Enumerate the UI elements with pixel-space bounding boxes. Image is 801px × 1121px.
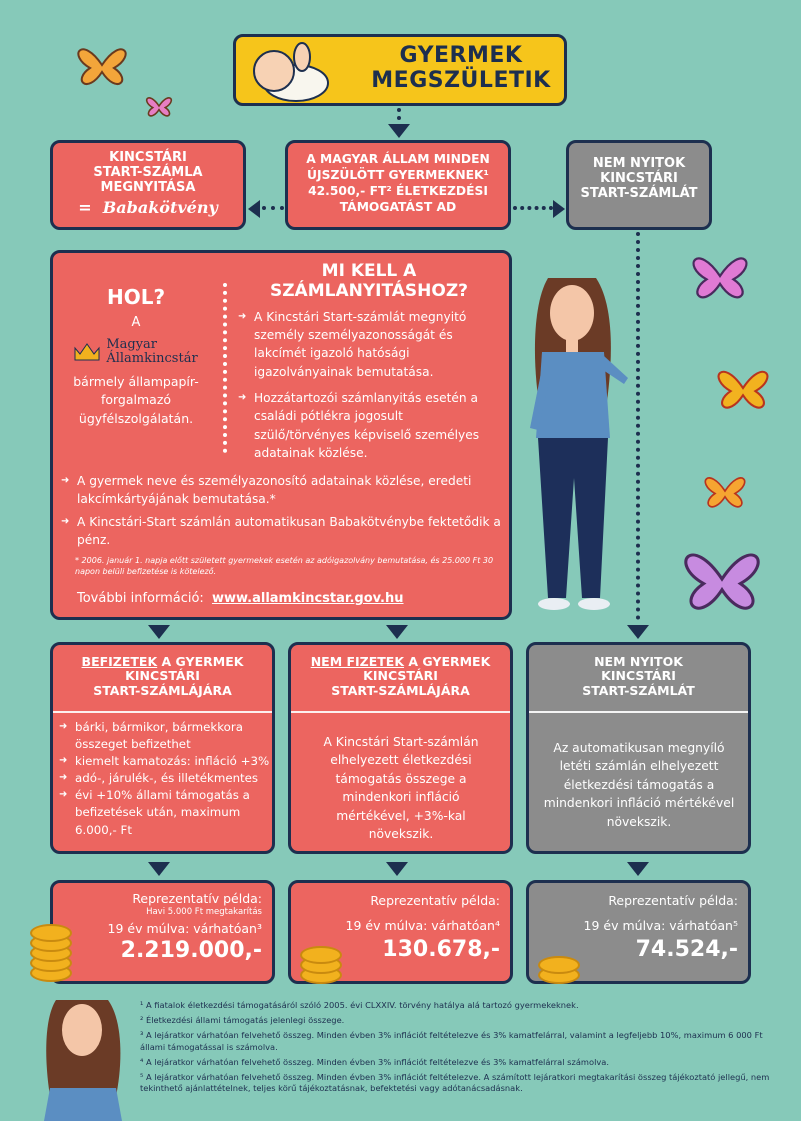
no-pay-head-rest: A GYERMEK	[408, 654, 491, 669]
where-a: A	[131, 315, 141, 330]
arrow-down-icon	[627, 625, 649, 639]
example-label: Reprezentatív példa:	[608, 893, 738, 908]
no-account-top-line-3: START-SZÁMLÁT	[580, 185, 698, 201]
arrow-down-icon	[388, 124, 410, 138]
example-years: 19 év múlva: várhatóan⁵	[583, 918, 738, 933]
pay-in-head-underlined: BEFIZETEK	[81, 654, 158, 669]
logo-line-2: Államkincstár	[106, 350, 198, 366]
butterfly-icon	[72, 40, 132, 90]
what-heading-line-1: MI KELL A	[321, 261, 417, 281]
footnote: ⁵ A lejáratkor várhatóan felvehető összeg. Minden évben 3% inflációt feltételezve. A számított lejáratkori megtakarítási összeg tájékoztató jellegű, nem tekinthető ajánlattételnek, teljes körű tájékoztatásnak, befektetési vagy adótanácsadásnak.	[140, 1071, 770, 1094]
title-box	[233, 34, 567, 106]
account-open-line-3: MEGNYITÁSA	[100, 179, 196, 195]
no-account-line-3: START-SZÁMLÁT	[582, 682, 695, 698]
no-pay-line-3: START-SZÁMLÁJÁRA	[331, 682, 470, 698]
brand-name: Babakötvény	[102, 197, 218, 217]
pay-in-item: ➜ évi +10% állami támogatás a befizetések után, maximum 6.000,- Ft	[59, 787, 271, 838]
butterfly-icon	[712, 352, 774, 424]
state-support-line-3: 42.500,- FT² ÉLETKEZDÉSI	[308, 183, 488, 198]
footnote: ⁴ A lejáratkor várhatóan felvehető összeg. Minden évben 3% inflációt feltételezve és 3% kamatfelárral számolva.	[140, 1056, 610, 1067]
arrow-right-icon	[553, 200, 565, 218]
no-account-top-line-2: KINCSTÁRI	[600, 170, 678, 186]
state-support-line-2: ÚJSZÜLÖTT GYERMEKNEK¹	[307, 167, 489, 182]
footnote: ¹ A fiatalok életkezdési támogatásáról szóló 2005. évi CLXXIV. törvény hatálya alá tartozó gyermekeknek.	[140, 1000, 579, 1010]
no-account-text: Az automatikusan megnyíló letéti számlán elhelyezett életkezdési támogatás a mindenkori infláció mértékével növekszik.	[543, 741, 735, 829]
pay-in-head-rest: A GYERMEK	[161, 654, 244, 669]
asterisk-note: * 2006. január 1. napja előtt született gyermekek esetén az adóigazolvány bemutatása, és 25.000 Ft 30 napon belüli befizetése is kötelező.	[75, 556, 494, 577]
no-pay-head-underlined: NEM FIZETEK	[310, 654, 405, 669]
footnote: ² Életkezdési állami támogatás jelenlegi összege.	[140, 1015, 345, 1026]
example-value: 74.524,-	[635, 937, 738, 962]
logo-line-1: Magyar	[106, 337, 158, 352]
no-pay-text: A Kincstári Start-számlán elhelyezett életkezdési támogatás összege a mindenkori infláció mértékével, +3%-kal növekszik.	[323, 735, 479, 842]
arrow-down-icon	[148, 862, 170, 876]
no-account-line-2: KINCSTÁRI	[601, 668, 676, 684]
wide-item: ➜ A gyermek neve és személyazonosító adatainak közlése, eredeti lakcímkártyájának bemutatása.*	[61, 473, 501, 508]
where-text: bármely állampapír-forgalmazó ügyfélszolgálatán.	[73, 374, 199, 426]
equals-sign: =	[78, 197, 92, 217]
no-pay-box	[288, 642, 513, 854]
butterfly-icon	[685, 248, 755, 304]
account-open-line-1: KINCSTÁRI	[109, 150, 187, 165]
woman-illustration	[38, 992, 128, 1121]
example-box	[50, 880, 275, 984]
arrow-down-icon	[148, 625, 170, 639]
baby-illustration	[244, 37, 332, 103]
pay-in-box	[50, 642, 275, 854]
butterfly-icon	[676, 540, 768, 618]
wide-item: ➜ A Kincstári-Start számlán automatikusan Babakötvénybe fektetődik a pénz.	[61, 514, 501, 549]
coin-stack-icon	[296, 940, 346, 984]
account-open-box	[50, 140, 246, 230]
pay-in-line-3: START-SZÁMLÁJÁRA	[93, 682, 232, 698]
what-heading-line-2: SZÁMLANYITÁSHOZ?	[269, 281, 469, 302]
state-support-line-1: A MAGYAR ÁLLAM MINDEN	[306, 152, 490, 166]
account-open-line-2: START-SZÁMLA	[93, 164, 203, 180]
example-years: 19 év múlva: várhatóan⁴	[345, 918, 500, 933]
title-line-1: GYERMEK	[399, 43, 523, 68]
no-account-box	[526, 642, 751, 854]
example-years: 19 év múlva: várhatóan³	[107, 921, 262, 936]
arrow-down-icon	[386, 862, 408, 876]
butterfly-icon	[143, 93, 175, 119]
info-box	[50, 250, 512, 620]
example-value: 2.219.000,-	[120, 938, 262, 963]
butterfly-icon	[700, 466, 750, 516]
title-line-2: MEGSZÜLETIK	[371, 68, 551, 94]
arrow-left-icon	[248, 200, 260, 218]
treasury-logo-icon	[74, 342, 100, 362]
where-heading: HOL?	[106, 285, 166, 309]
no-account-line-1: NEM NYITOK	[594, 654, 683, 669]
example-value: 130.678,-	[382, 937, 500, 962]
woman-illustration	[520, 268, 630, 618]
example-label: Reprezentatív példa:	[132, 891, 262, 906]
pay-in-item: ➜ kiemelt kamatozás: infláció +3%	[59, 753, 271, 770]
footnotes	[140, 1000, 780, 1094]
pay-in-line-2: KINCSTÁRI	[125, 668, 200, 684]
state-support-line-4: TÁMOGATÁST AD	[339, 199, 457, 214]
more-info-label: További információ:	[77, 591, 204, 606]
arrow-down-icon	[627, 862, 649, 876]
example-label: Reprezentatív példa:	[370, 893, 500, 908]
coin-stack-icon	[534, 952, 584, 984]
what-item: ➜ Hozzátartozói számlanyitás esetén a családi pótlékra jogosult szülő/törvényes képviselő személyes adatainak közlése.	[238, 389, 500, 462]
pay-in-item: ➜ bárki, bármikor, bármekkora összeget befizethet	[59, 719, 271, 753]
pay-in-item: ➜ adó-, járulék-, és illetékmentes	[59, 770, 271, 787]
no-account-top-line-1: NEM NYITOK	[592, 156, 686, 171]
footnote: ³ A lejáratkor várhatóan felvehető összeg. Minden évben 3% inflációt feltételezve és 3% kamatfelárral, valamint a legfeljebb 10%, maximum 6 000 Ft állami támogatással is számolva.	[140, 1030, 763, 1052]
no-account-top-box	[566, 140, 712, 230]
arrow-down-icon	[386, 625, 408, 639]
info-link[interactable]: www.allamkincstar.gov.hu	[211, 591, 404, 606]
coin-stack-icon	[26, 924, 76, 984]
state-support-box	[285, 140, 511, 230]
what-item: ➜ A Kincstári Start-számlát megnyitó személy személyazonosságát és lakcímét igazoló hatósági igazolványainak bemutatása.	[238, 308, 500, 381]
no-pay-line-2: KINCSTÁRI	[363, 668, 438, 684]
example-sub: Havi 5.000 Ft megtakarítás	[146, 907, 262, 917]
